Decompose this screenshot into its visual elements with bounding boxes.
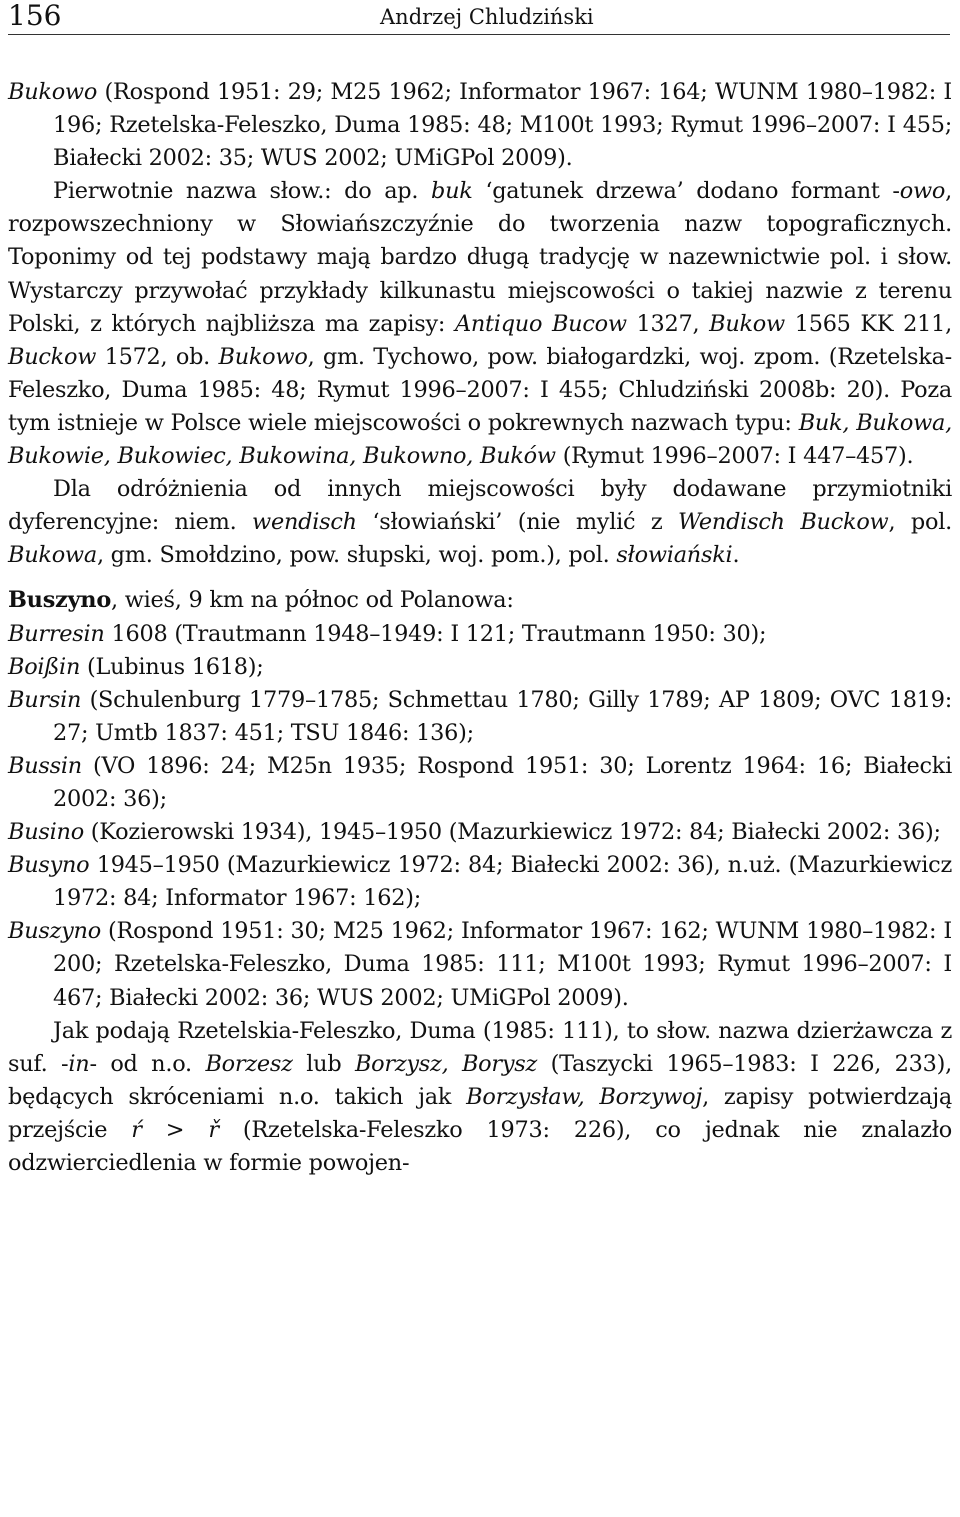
historical-form: Burresin 1608 (Trautmann 1948–1949: I 121; Trautmann 1950: 30); — [8, 620, 767, 647]
entry-buszyno-heading: Buszyno, wieś, 9 km na północ od Polanowa: — [8, 587, 514, 614]
historical-form: Boißin (Lubinus 1618); — [8, 653, 264, 680]
historical-form: Buszyno (Rospond 1951: 30; M25 1962; Informator 1967: 162; WUNM 1980–1982: I 200; Rzetelska-Feleszko, Duma 1985: 111; M100t 1993; Rymut 1996–2007: I 467; Białecki 2002: 36; WUS 2002; UMiGPol 2009). — [8, 918, 952, 1011]
page-body — [8, 76, 952, 1180]
entry-bukowo-etymology: Pierwotnie nazwa słow.: do ap. buk ‘gatunek drzewa’ dodano formant -owo, rozpowszechniony w Słowiańszczyźnie do tworzenia nazw topograficznych. Toponimy od tej podstawy mają bardzo długą tradycję w nazewnictwie pol. i słow. Wystarczy przywołać przykłady kilkunastu miejscowości o takiej nazwie z terenu Polski, z których najbliższa ma zapisy: Antiquo Bucow 1327, Bukow 1565 KK 211, Buckow 1572, ob. Bukowo, gm. Tychowo, pow. białogardzki, woj. zpom. (Rzetelska-Feleszko, Duma 1985: 48; Rymut 1996–2007: I 455; Chludziński 2008b: 20). Poza tym istnieje w Polsce wiele miejscowości o pokrewnych nazwach typu: Buk, Bukowa, Bukowie, Bukowiec, Bukowina, Bukowno, Buków (Rymut 1996–2007: I 447–457). — [8, 178, 953, 470]
entry-bukowo-sources: Bukowo (Rospond 1951: 29; M25 1962; Informator 1967: 164; WUNM 1980–1982: I 196; Rzetelska-Feleszko, Duma 1985: 48; M100t 1993; Rymut 1996–2007: I 455; Białecki 2002: 35; WUS 2002; UMiGPol 2009). — [8, 79, 952, 172]
page-number: 156 — [8, 0, 62, 32]
entry-buszyno-etymology: Jak podają Rzetelskia-Feleszko, Duma (1985: 111), to słow. nazwa dzierżawcza z suf. -in- od n.o. Borzesz lub Borzysz, Borysz (Taszycki 1965–1983: I 226, 233), będących skróceniami n.o. takich jak Borzysław, Borzywoj, zapisy potwierdzają przejście ŕ > ř (Rzetelska-Feleszko 1973: 226), co jednak nie znalazło odzwierciedlenia w formie powojen- — [8, 1017, 952, 1176]
headword-buszyno: Buszyno — [8, 587, 111, 614]
page-header — [8, 0, 948, 30]
historical-form: Bursin (Schulenburg 1779–1785; Schmettau 1780; Gilly 1789; AP 1809; OVC 1819: 27; Umtb 1837: 451; TSU 1846: 136); — [8, 686, 952, 746]
historical-form: Bussin (VO 1896: 24; M25n 1935; Rospond 1951: 30; Lorentz 1964: 16; Białecki 2002: 36); — [8, 752, 952, 812]
running-head: Andrzej Chludziński — [380, 5, 594, 29]
headword-bukowo: Bukowo — [8, 79, 98, 105]
historical-form: Busyno 1945–1950 (Mazurkiewicz 1972: 84; Białecki 2002: 36), n.uż. (Mazurkiewicz 1972: 84; Informator 1967: 162); — [8, 852, 952, 912]
entry-bukowo-differentiation: Dla odróżnienia od innych miejscowości były dodawane przymiotniki dyferencyjne: niem. wendisch ‘słowiański’ (nie mylić z Wendisch Buckow, pol. Bukowa, gm. Smołdzino, pow. słupski, woj. pom.), pol. słowiański. — [8, 476, 952, 569]
historical-form: Busino (Kozierowski 1934), 1945–1950 (Mazurkiewicz 1972: 84; Białecki 2002: 36); — [8, 819, 941, 846]
header-rule — [8, 34, 950, 35]
